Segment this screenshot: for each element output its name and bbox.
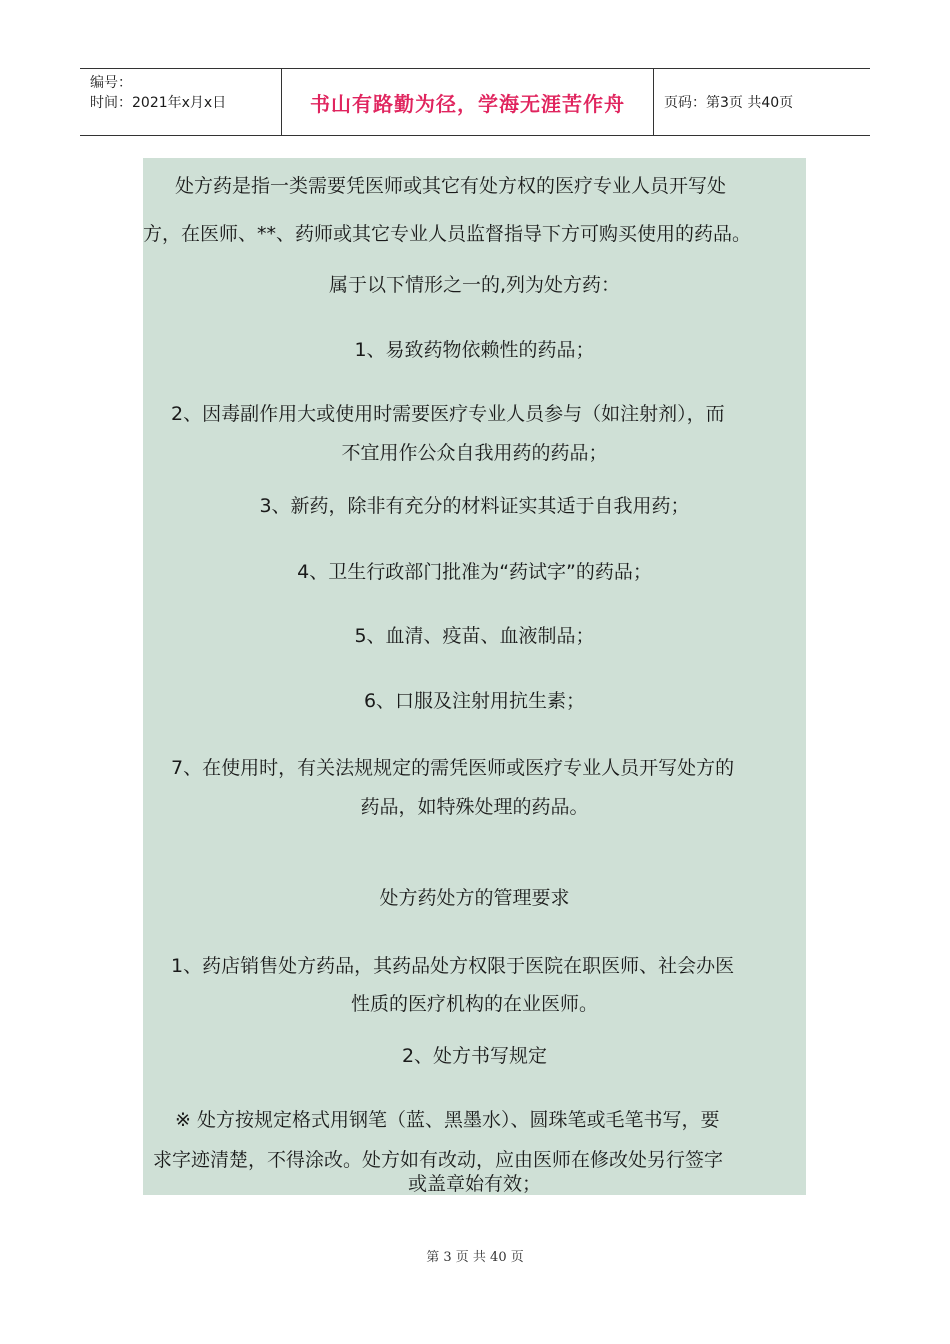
page-footer: 第 3 页 共 40 页 — [426, 1250, 524, 1265]
list-item-7-line-1: 7、在使用时，有关法规规定的需凭医师或医疗专业人员开写处方的 — [171, 757, 735, 779]
list-item-2-line-1: 2、因毒副作用大或使用时需要医疗专业人员参与（如注射剂），而 — [171, 403, 725, 425]
page-header — [80, 68, 870, 136]
intro-line-2: 方，在医师、**、药师或其它专业人员监督指导下方可购买使用的药品。 — [143, 223, 752, 245]
requirement-1-line-1: 1、药店销售处方药品，其药品处方权限于医院在职医师、社会办医 — [171, 955, 735, 977]
list-item-3: 3、新药，除非有充分的材料证实其适于自我用药； — [259, 495, 690, 517]
requirement-2-note-line-3: 或盖章始有效； — [407, 1173, 541, 1195]
list-item-6: 6、口服及注射用抗生素； — [363, 690, 586, 712]
intro-line-1: 处方药是指一类需要凭医师或其它有处方权的医疗专业人员开写处 — [175, 175, 727, 197]
section-title: 处方药处方的管理要求 — [379, 887, 570, 909]
content-panel — [143, 158, 806, 1195]
intro-line-3: 属于以下情形之一的,列为处方药： — [328, 274, 621, 296]
list-item-4: 4、卫生行政部门批准为“药试字”的药品； — [297, 561, 652, 583]
header-meta — [80, 69, 282, 135]
header-page-info: 页码：第3页 共40页 — [664, 95, 794, 111]
list-item-1: 1、易致药物依赖性的药品； — [354, 339, 595, 361]
document-date: 时间：2021年x月x日 — [90, 95, 227, 111]
list-item-5: 5、血清、疫苗、血液制品； — [354, 625, 595, 647]
list-item-7-line-2: 药品，如特殊处理的药品。 — [360, 796, 589, 818]
header-motto: 书山有路勤为径，学海无涯苦作舟 — [282, 69, 654, 135]
list-item-2-line-2: 不宜用作公众自我用药的药品； — [341, 442, 608, 464]
requirement-2: 2、处方书写规定 — [401, 1045, 548, 1067]
requirement-2-note-line-2: 求字迹清楚，不得涂改。处方如有改动，应由医师在修改处另行签字 — [153, 1149, 724, 1171]
requirement-1-line-2: 性质的医疗机构的在业医师。 — [350, 993, 598, 1015]
requirement-2-note-line-1: ※ 处方按规定格式用钢笔（蓝、黑墨水）、圆珠笔或毛笔书写，要 — [175, 1109, 720, 1131]
document-number-label: 编号： — [90, 75, 132, 91]
